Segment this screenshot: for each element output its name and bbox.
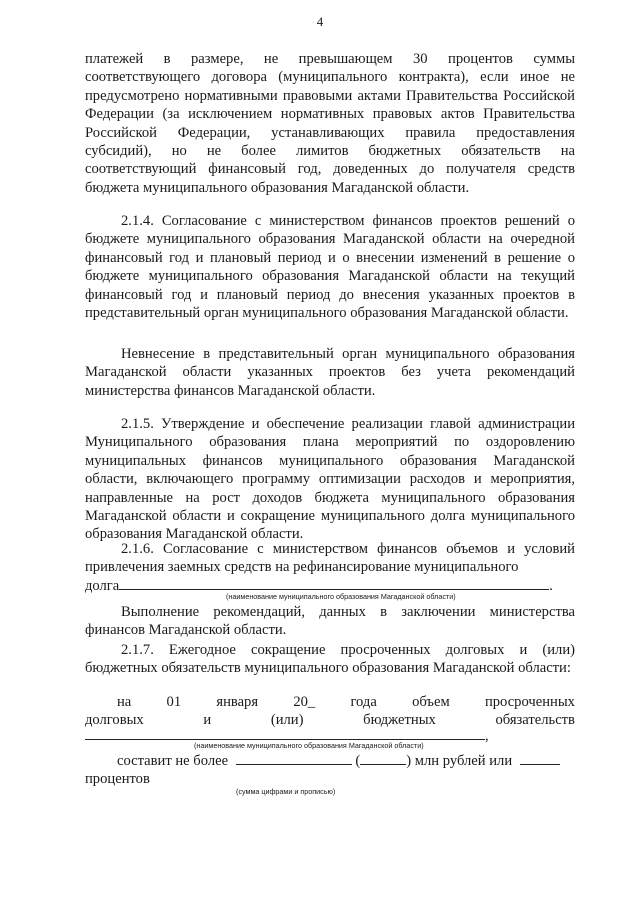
- word: и: [203, 712, 212, 728]
- word: обязательств: [495, 712, 575, 728]
- sum-line: [85, 752, 607, 770]
- sum-label: составит не более: [117, 753, 229, 769]
- caption-sum: (сумма цифрами и прописью): [236, 787, 336, 796]
- sum-words-blank: [360, 752, 406, 765]
- paragraph-recommendations: Выполнение рекомендаций, данных в заключении министерства финансов Магаданской области.: [85, 604, 575, 639]
- word: января: [216, 694, 259, 710]
- word: 01: [166, 694, 182, 710]
- percent-line: процентов: [85, 771, 150, 787]
- comma: ,: [485, 728, 489, 744]
- debt-word: долга: [85, 578, 120, 594]
- word: бюджетных: [363, 712, 436, 728]
- word: года: [350, 694, 377, 710]
- paragraph-2-1-5: 2.1.5. Утверждение и обеспечение реализации главой администрации Муниципального образования плана мероприятий по оздоровлению муниципальных финансов муниципального образования Магаданской области, включающего программу оптимизации расходов и мероприятия, направленные на рост доходов бюджета муниципального образования Магаданской области и сокращение муниципального долга муниципального образования Магаданской области.: [85, 416, 575, 543]
- word: (или): [270, 712, 304, 728]
- paragraph-non-submission: Невнесение в представительный орган муниципального образования Магаданской области указанных проектов без учета рекомендаций министерства финансов Магаданской области.: [85, 346, 575, 399]
- page-number: 4: [316, 14, 324, 29]
- paragraph-2-1-7: 2.1.7. Ежегодное сокращение просроченных долговых и (или) бюджетных обязательств муниципального образования Магаданской области:: [85, 642, 575, 677]
- word: просроченных: [484, 694, 575, 710]
- municipality-blank-2: [85, 727, 485, 740]
- caption-municipality-1: (наименование муниципального образования Магаданской области): [226, 592, 456, 601]
- mln-rub-label: ) млн рублей или: [406, 753, 513, 769]
- paragraph-2-1-4: 2.1.4. Согласование с министерством финансов проектов решений о бюджете муниципального образования Магаданской области на очередной финансовый год и плановый период и о внесении изменений в решение о бюджете муниципального образования Магаданской области на текущий финансовый год и плановый период до внесения указанных проектов в представительный орган муниципального образования Магаданской области.: [85, 213, 575, 322]
- paragraph-payments: платежей в размере, не превышающем 30 процентов суммы соответствующего договора (муниципального контракта), если иное не предусмотрено нормативными правовыми актами Правительства Российской Федерации (за исключением нормативных правовых актов Правительства Российской Федерации, устанавливающих правила предоставления субсидий), но не более лимитов бюджетных обязательств на соответствующий финансовый год, доведенных до получателя средств бюджета муниципального образования Магаданской области.: [85, 51, 575, 196]
- percent-blank: [520, 752, 560, 765]
- word: объем: [412, 694, 450, 710]
- date-row: [85, 693, 575, 711]
- municipality-blank-1: [119, 577, 549, 590]
- sum-digits-blank: [236, 752, 352, 765]
- word: 20_: [293, 694, 316, 710]
- debt-dot: .: [549, 578, 553, 594]
- paragraph-2-1-6: 2.1.6. Согласование с министерством финансов объемов и условий привлечения заемных средств на рефинансирование муниципального: [85, 541, 575, 576]
- paren-open: (: [355, 753, 361, 769]
- caption-municipality-2: (наименование муниципального образования Магаданской области): [194, 741, 424, 750]
- word: долговых: [85, 712, 144, 728]
- word: на: [117, 694, 132, 710]
